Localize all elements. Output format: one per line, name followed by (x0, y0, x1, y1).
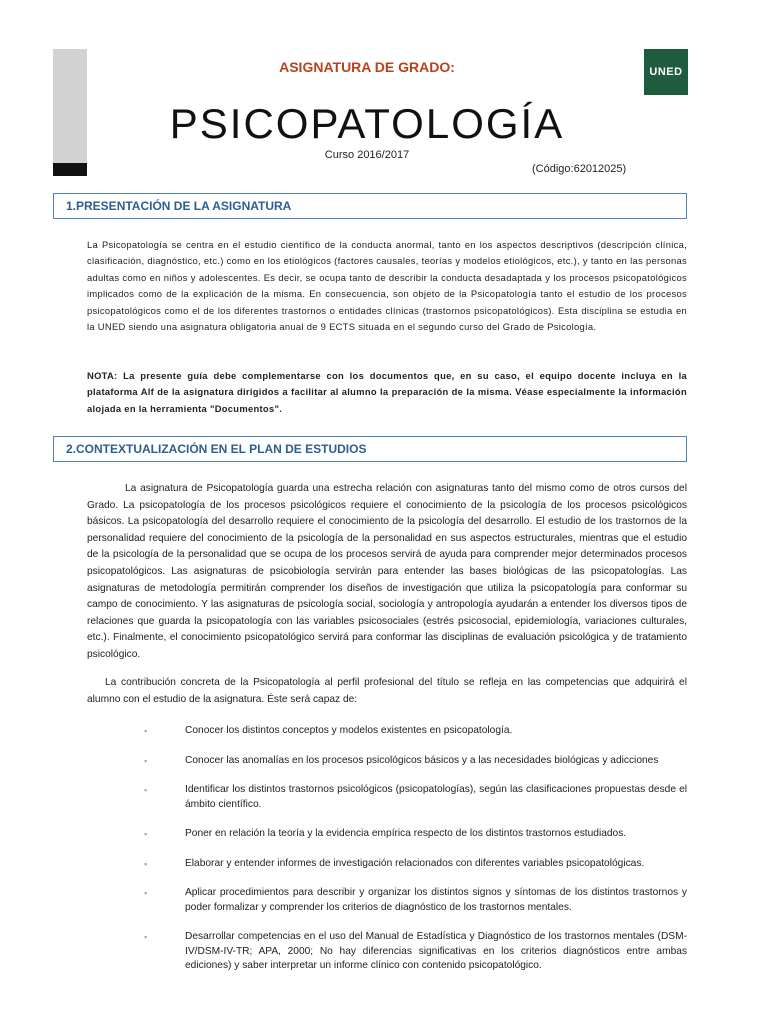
bullet-marker-icon: ▪ (144, 785, 148, 795)
list-item (142, 930, 687, 974)
list-item (142, 827, 687, 842)
course-year: Curso 2016/2017 (324, 149, 410, 161)
list-item-text: Desarrollar competencias en el uso del Manual de Estadística y Diagnóstico de los trastornos mentales (DSM-IV/DSM-IV-TR; APA, 2000; No hay diferencias significativas en los criterios diagnósticos entre ambas ediciones) y saber interpretar un informe clínico con contenido psicopatológico. (185, 931, 687, 971)
competences-list (142, 724, 687, 974)
list-item (142, 724, 687, 739)
bullet-marker-icon: ▪ (144, 888, 148, 898)
list-item-text: Elaborar y entender informes de investigación relacionados con diferentes variables psicopatológicas. (185, 857, 645, 869)
list-item (142, 783, 687, 812)
context-paragraph: La asignatura de Psicopatología guarda una estrecha relación con asignaturas tanto del mismo como de otros cursos del Grado. La psicopatología de los procesos psicológicos requiere el conocimiento de la psicología de los procesos psicológicos básicos. La psicopatología del desarrollo requiere el conocimiento de la psicología del desarrollo. El estudio de los trastornos de la personalidad requiere del conocimiento de la psicología de la personalidad en sus aspectos estructurales, mientras que el estudio de la psicología de la personalidad que se ocupa de los procesos servirá de ayuda para comprender mejor determinados procesos psicopatológicos. Las asignaturas de psicobiología servirán para entender las bases biológicas de las psicopatologías. Las asignaturas de metodología permitirán comprender los diseños de investigación que utiliza la psicopatología para conformar su campo de conocimiento. Y las asignaturas de psicología social, sociología y antropología ayudarán a entender los diversos tipos de relaciones que guarda la psicopatología con las variables psicosociales (estrés psicosocial, epidemiología, variaciones culturales, etc.). Finalmente, el conocimiento psicopatológico servirá para conformar las disciplinas de evaluación psicológica y de tratamiento psicológico. (87, 483, 687, 660)
note-paragraph: NOTA: La presente guía debe complementarse con los documentos que, en su caso, el equipo docente incluya en la plataforma Alf de la asignatura dirigidos a facilitar al alumno la preparación de la misma. Véase especialmente la información alojada en la herramienta "Documentos". (87, 370, 687, 414)
bullet-marker-icon: ▪ (144, 829, 148, 839)
uned-logo: UNED (644, 49, 688, 95)
list-item-text: Conocer los distintos conceptos y modelos existentes en psicopatología. (185, 725, 513, 736)
list-item-text: Conocer las anomalías en los procesos psicológicos básicos y a las necesidades biológicas y adicciones (185, 754, 659, 766)
list-item-text: Identificar los distintos trastornos psicológicos (psicopatologías), según las clasificaciones propuestas desde el ámbito científico. (185, 784, 687, 810)
list-item-text: Aplicar procedimientos para describir y organizar los distintos signos y síntomas de los distintos trastornos y poder formalizar y comprender los criterios de diagnóstico de los trastornos mentales. (185, 887, 687, 913)
list-item (142, 857, 687, 872)
list-item-text: Poner en relación la teoría y la evidencia empírica respecto de los distintos trastornos estudiados. (185, 828, 627, 839)
list-item (142, 886, 687, 915)
decorative-black-bar (53, 163, 87, 176)
section-heading-context: 2.CONTEXTUALIZACIÓN EN EL PLAN DE ESTUDIOS (53, 436, 687, 462)
competences-intro: La contribución concreta de la Psicopatología al perfil profesional del título se refleja en las competencias que adquirirá el alumno con el estudio de la asignatura. Éste será capaz de: (87, 677, 687, 705)
bullet-marker-icon: ▪ (144, 858, 148, 869)
subject-label: ASIGNATURA DE GRADO: (279, 59, 455, 75)
presentation-paragraph: La Psicopatología se centra en el estudio científico de la conducta anormal, tanto en los aspectos descriptivos (descripción clínica, clasificación, diagnóstico, etc.) como en los etiológicos (factores causales, teorías y modelos etiológicos, etc.), y tanto en las personas adultas como en niños y adolescentes. Es decir, se ocupa tanto de describir la conducta desadaptada y los procesos psicopatológicos implicados como de la explicación de la misma. En consecuencia, son objeto de la Psicopatología tanto el estudio de los procesos psicopatológicos como el de los diferentes trastornos o entidades clínicas (trastornos psicopatológicos). Esta disciplina se estudia en la UNED siendo una asignatura obligatoria anual de 9 ECTS situada en el segundo curso del Grado de Psicología. (87, 239, 687, 333)
bullet-marker-icon: ▪ (144, 726, 148, 736)
bullet-marker-icon: ▪ (144, 755, 148, 766)
subject-code: (Código:62012025) (532, 163, 627, 175)
list-item (142, 754, 687, 769)
section-heading-presentation: 1.PRESENTACIÓN DE LA ASIGNATURA (53, 193, 687, 219)
bullet-marker-icon: ▪ (144, 932, 148, 942)
page-title: PSICOPATOLOGÍA (169, 100, 565, 147)
